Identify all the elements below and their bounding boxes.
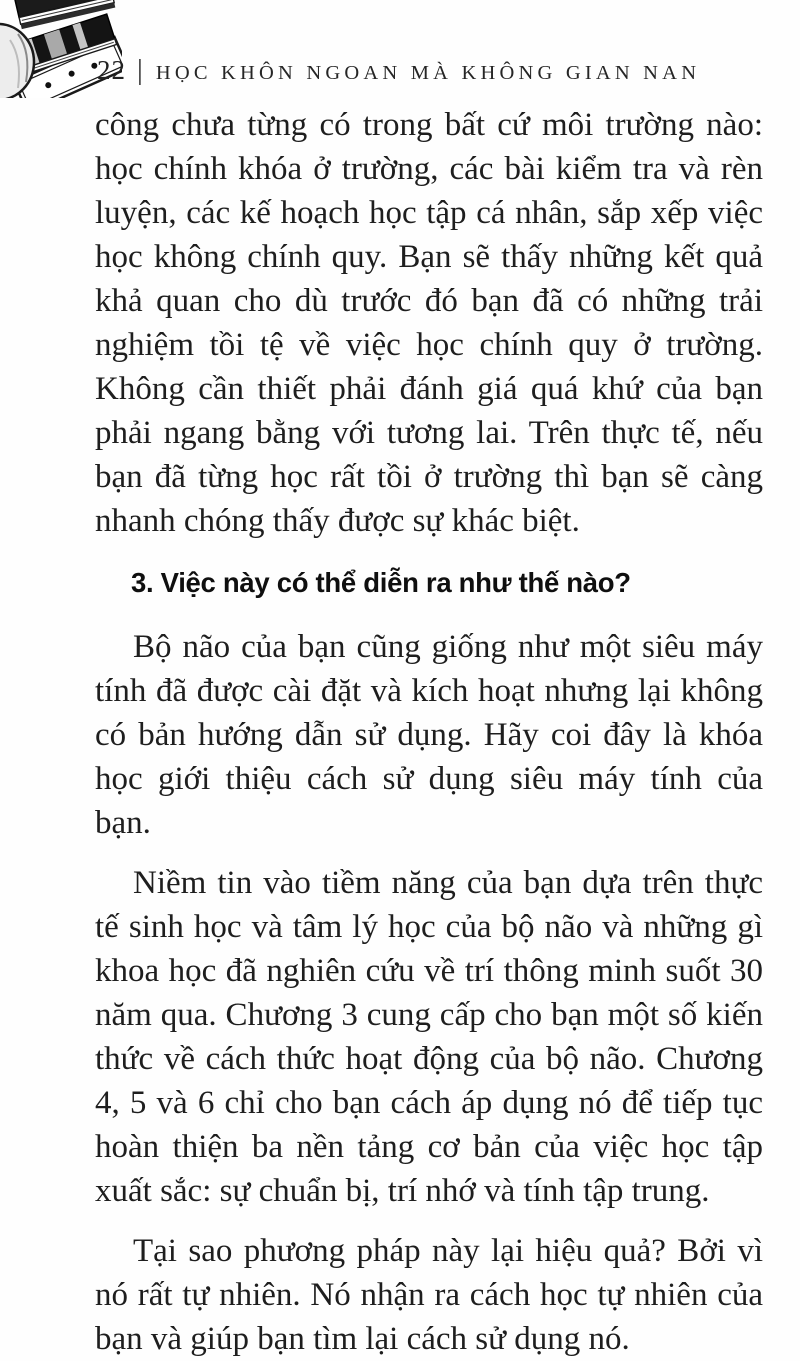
paragraph: Tại sao phương pháp này lại hiệu quả? Bởi vì nó rất tự nhiên. Nó nhận ra cách học tự nhiên của bạn và giúp bạn tìm lại cách sử dụng nó.: [95, 1233, 763, 1357]
header-divider: |: [137, 54, 143, 86]
running-header: [97, 54, 700, 87]
paragraph-continuation: công chưa từng có trong bất cứ môi trường nào: học chính khóa ở trường, các bài kiểm tra và rèn luyện, các kế hoạch học tập cá nhân, sắp xếp việc học không chính quy. Bạn sẽ thấy những kết quả khả quan cho dù trước đó bạn đã có những trải nghiệm tồi tệ về việc học chính quy ở trường. Không cần thiết phải đánh giá quá khứ của bạn phải ngang bằng với tương lai. Trên thực tế, nếu bạn đã từng học rất tồi ở trường thì bạn sẽ càng nhanh chóng thấy được sự khác biệt.: [95, 107, 763, 539]
paragraph: Bộ não của bạn cũng giống như một siêu máy tính đã được cài đặt và kích hoạt nhưng lại không có bản hướng dẫn sử dụng. Hãy coi đây là khóa học giới thiệu cách sử dụng siêu máy tính của bạn.: [95, 629, 763, 841]
page-body: [95, 103, 763, 1361]
running-title: HỌC KHÔN NGOAN MÀ KHÔNG GIAN NAN: [155, 62, 701, 84]
section-heading: 3. Việc này có thể diễn ra như thế nào?: [131, 567, 631, 598]
paragraph: Niềm tin vào tiềm năng của bạn dựa trên thực tế sinh học và tâm lý học của bộ não và những gì khoa học đã nghiên cứu về trí thông minh suốt 30 năm qua. Chương 3 cung cấp cho bạn một số kiến thức về cách thức hoạt động của bộ não. Chương 4, 5 và 6 chỉ cho bạn cách áp dụng nó để tiếp tục hoàn thiện ba nền tảng cơ bản của việc học tập xuất sắc: sự chuẩn bị, trí nhớ và tính tập trung.: [95, 865, 763, 1209]
page-number: 22: [97, 55, 126, 85]
